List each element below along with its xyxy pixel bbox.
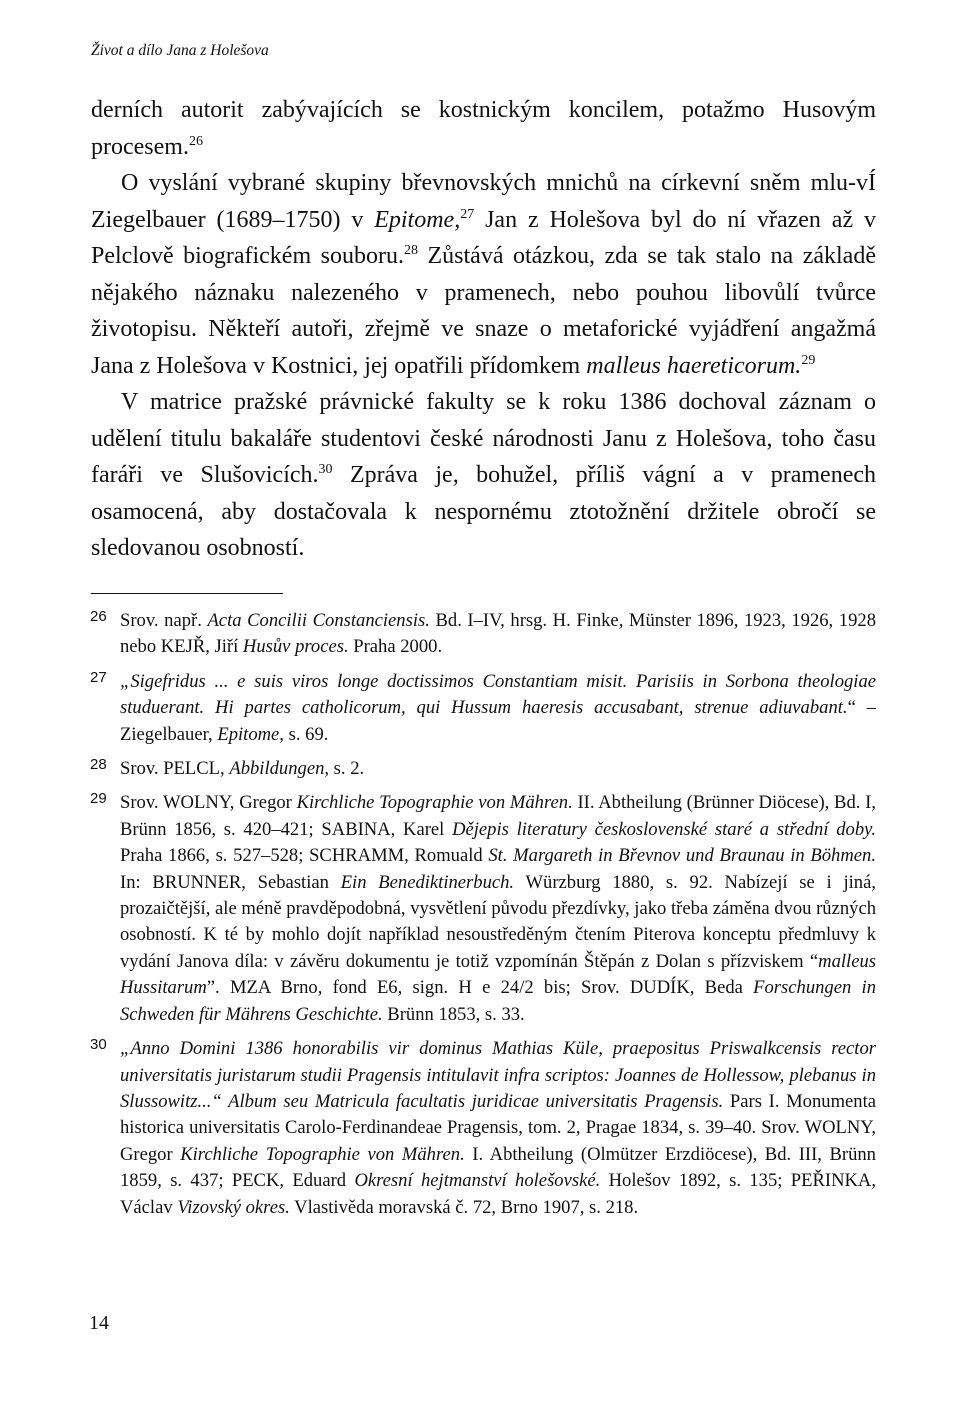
text-run: Brünn 1853, s. 33. <box>382 1003 525 1025</box>
italic-title: Epitome, <box>217 723 284 745</box>
footnote-number: 30 <box>90 1036 107 1054</box>
text-run: s. 2. <box>329 758 365 780</box>
text-run: I. Abtheilung (Olmützer Erzdiöcese), Bd. III, Brünn 1859, s. 437; PECK, Eduard <box>120 1143 876 1192</box>
book-page <box>91 0 876 1410</box>
italic-phrase: malleus haereticorum. <box>586 352 802 379</box>
footnote-26 <box>91 608 876 661</box>
italic-title: Dějepis literatury československé staré a střední doby. <box>452 818 877 840</box>
text-run: Bd. I–IV, hrsg. H. Finke, Münster 1896, 1923, 1926, 1928 nebo KEJŘ, Jiří <box>120 610 876 658</box>
footnotes <box>91 608 876 1229</box>
footnote-divider <box>91 593 283 594</box>
italic-title: Forschungen in Schweden für Mährens Geschichte. <box>120 977 876 1025</box>
paragraph-2 <box>91 165 876 384</box>
text-run: Holešov 1892, s. 135; PEŘINKA, Václav <box>120 1170 877 1218</box>
italic-title: Okresní hejtmanství holešovské. <box>354 1170 601 1192</box>
italic-title: Ein Benediktinerbuch. <box>340 871 515 893</box>
text-run: II. Abtheilung (Brünner Diöcese), Bd. I, Brünn 1856, s. 420–421; SABINA, Karel <box>120 792 876 840</box>
text-run: In: BRUNNER, Sebastian <box>120 871 341 893</box>
italic-quote: „Anno Domini 1386 honorabilis vir dominus Mathias Küle, praepositus Priswalkcensis rector universitatis juristarum studii Pragensis intitulavit infra scriptos: Joannes de Hollessow, plebanus in Slussowitz...“ Album seu Matricula facultatis juridicae universitatis Pragensis. <box>120 1038 876 1112</box>
footnote-number: 29 <box>90 790 107 808</box>
footnote-30 <box>91 1036 876 1221</box>
text-run: Praha 2000. <box>348 636 443 658</box>
footnote-ref-30: 30 <box>318 462 333 477</box>
italic-title: Kirchliche Topographie von Mähren. <box>180 1143 465 1165</box>
footnote-ref-28: 28 <box>403 243 418 258</box>
text-run: Praha 1866, s. 527–528; SCHRAMM, Romuald <box>120 845 489 867</box>
footnote-28 <box>91 756 876 782</box>
footnote-number: 26 <box>90 608 107 625</box>
text-run: derních autorit zabývajících se kostnickým koncilem, potažmo Husovým procesem. <box>91 97 876 160</box>
text-run: Zpráva je, bohužel, příliš vágní a v pramenech osamocená, aby dostačovala k nespornému ztotožnění držitele obročí se sledovanou osobností. <box>91 462 876 561</box>
italic-title: Husův proces. <box>242 636 349 658</box>
footnote-number: 28 <box>90 756 107 774</box>
running-head: Život a dílo Jana z Holešova <box>91 42 269 59</box>
text-run: Pars I. Monumenta historica universitatis Carolo-Ferdinandeae Pragensis, tom. 2, Pragae 1834, s. 39–40. Srov. WOLNY, Gregor <box>120 1090 876 1165</box>
text-run: ”. MZA Brno, fond E6, sign. H e 24/2 bis; Srov. DUDÍK, Beda <box>206 977 754 999</box>
page-number: 14 <box>89 1312 109 1334</box>
footnote-ref-26: 26 <box>188 133 203 149</box>
italic-title: Epitome, <box>374 206 461 233</box>
text-run: Jan z Holešova byl do ní vřazen až v Pelclově biografickém souboru. <box>91 206 876 269</box>
footnote-ref-29: 29 <box>801 352 816 368</box>
italic-title: Abbildungen, <box>229 758 330 780</box>
body-text <box>91 92 876 567</box>
italic-title: Kirchliche Topographie von Mähren. <box>296 792 573 814</box>
footnote-ref-27: 27 <box>460 206 475 222</box>
footnote-27 <box>91 669 876 748</box>
text-run: Srov. WOLNY, Gregor <box>120 792 297 814</box>
text-run: Srov. PELCL, <box>120 758 230 780</box>
text-run: V matrice pražské právnické fakulty se k roku 1386 dochoval záznam o udělení titulu bakaláře studentovi české národnosti Janu z Holešova, toho času faráři ve Slušovicích. <box>91 389 876 488</box>
italic-title: St. Margareth in Břevnov und Braunau in Böhmen. <box>488 845 876 867</box>
paragraph-3 <box>91 384 876 567</box>
text-run: Srov. např. <box>120 610 208 631</box>
footnote-number: 27 <box>90 668 107 686</box>
text-run: Würzburg 1880, s. 92. Nabízejí se i jiná, prozaičtější, ale méně pravděpodobná, vysvětlení původu přezdívky, jako třeba záměna dvou různých osobností. K té by mohlo dojít například nesoustředěným čtením Piterova konceptu předmluvy k vydání Janova díla: v závěru dokumentu je totiž vzpomínán Štěpán z Dolan s přízviskem “ <box>120 871 876 972</box>
italic-title: Vizovský okres. <box>177 1196 290 1218</box>
italic-quote: „Sigefridus ... e suis viros longe doctissimos Constantiam misit. Parisiis in Sorbona theologiae studuerant. Hi partes catholicorum, qui Hussum haeresis accusabant, strenue adiuvabant. <box>120 670 876 719</box>
paragraph-1 <box>91 92 876 165</box>
text-run: O vyslání vybrané skupiny břevnovských mnichů na církevní sněm mlu-vÍ Ziegelbauer (1689–1750) v <box>91 170 876 233</box>
text-run: Zůstává otázkou, zda se tak stalo na základě nějakého náznaku nalezeného v pramenech, nebo pouhou libovůlí tvůrce životopisu. Někteří autoři, zřejmě ve snaze o metaforické vyjádření angažmá Jana z Holešova v Kostnici, jej opatřili přídomkem <box>91 243 876 379</box>
text-run: “ – Ziegelbauer, <box>120 697 876 745</box>
italic-title: Acta Concilii Constanciensis. <box>207 610 430 631</box>
text-run: Vlastivěda moravská č. 72, Brno 1907, s. 218. <box>289 1196 639 1218</box>
italic-phrase: malleus Hussitarum <box>120 950 876 999</box>
footnote-29 <box>91 790 876 1028</box>
text-run: s. 69. <box>283 723 329 745</box>
